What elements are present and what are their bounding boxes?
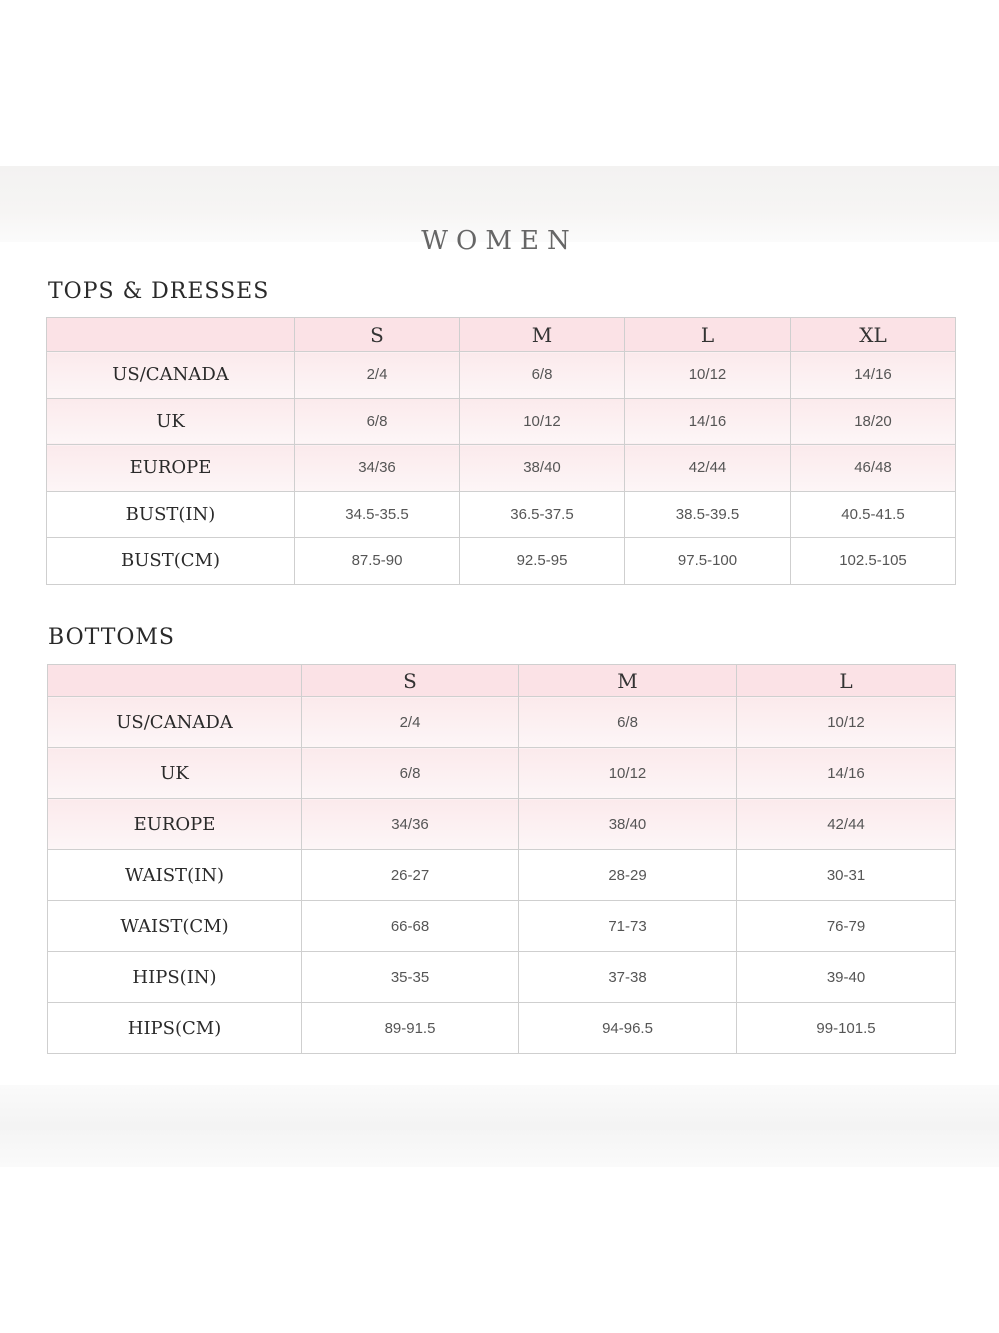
table-cell: 18/20: [791, 398, 956, 445]
table-cell: 6/8: [302, 748, 519, 799]
bottoms-size-table: [47, 664, 956, 1054]
table-row: [48, 850, 956, 901]
tops-section-title: TOPS & DRESSES: [48, 279, 270, 304]
table-row: [47, 445, 956, 492]
table-cell: 2/4: [295, 352, 460, 399]
table-cell: 66-68: [302, 901, 519, 952]
row-label: EUROPE: [48, 799, 302, 850]
table-cell: 10/12: [625, 352, 791, 399]
bottoms-header-row: [48, 665, 956, 697]
table-cell: 97.5-100: [625, 538, 791, 585]
row-label: US/CANADA: [47, 352, 295, 399]
row-label: UK: [47, 398, 295, 445]
table-cell: 36.5-37.5: [460, 491, 625, 538]
table-cell: 14/16: [791, 352, 956, 399]
table-cell: 10/12: [737, 697, 956, 748]
table-cell: 34/36: [295, 445, 460, 492]
table-row: [48, 748, 956, 799]
table-cell: 87.5-90: [295, 538, 460, 585]
table-cell: 99-101.5: [737, 1003, 956, 1054]
tops-header-row: [47, 318, 956, 352]
bottoms-section-title: BOTTOMS: [48, 625, 176, 650]
table-cell: 38/40: [460, 445, 625, 492]
bottoms-header-size-m: M: [519, 665, 737, 697]
table-cell: 30-31: [737, 850, 956, 901]
table-cell: 89-91.5: [302, 1003, 519, 1054]
page-heading: [0, 226, 999, 256]
table-cell: 2/4: [302, 697, 519, 748]
row-label: UK: [48, 748, 302, 799]
table-cell: 38.5-39.5: [625, 491, 791, 538]
tops-header-size-s: S: [295, 318, 460, 352]
table-cell: 34.5-35.5: [295, 491, 460, 538]
table-cell: 38/40: [519, 799, 737, 850]
table-row: [47, 352, 956, 399]
table-cell: 14/16: [737, 748, 956, 799]
row-label: HIPS(IN): [48, 952, 302, 1003]
table-cell: 40.5-41.5: [791, 491, 956, 538]
table-cell: 10/12: [460, 398, 625, 445]
table-cell: 34/36: [302, 799, 519, 850]
table-cell: 46/48: [791, 445, 956, 492]
table-row: [47, 538, 956, 585]
row-label: BUST(IN): [47, 491, 295, 538]
table-cell: 71-73: [519, 901, 737, 952]
table-cell: 10/12: [519, 748, 737, 799]
table-cell: 76-79: [737, 901, 956, 952]
table-cell: 6/8: [519, 697, 737, 748]
table-cell: 94-96.5: [519, 1003, 737, 1054]
table-cell: 92.5-95: [460, 538, 625, 585]
table-cell: 102.5-105: [791, 538, 956, 585]
page-heading-text: WOMEN: [421, 226, 578, 256]
table-cell: 6/8: [295, 398, 460, 445]
tops-header-corner: [47, 318, 295, 352]
tops-header-size-m: M: [460, 318, 625, 352]
row-label: EUROPE: [47, 445, 295, 492]
table-row: [48, 901, 956, 952]
tops-header-size-l: L: [625, 318, 791, 352]
bottoms-header-corner: [48, 665, 302, 697]
table-cell: 39-40: [737, 952, 956, 1003]
tops-size-table: [46, 317, 956, 585]
row-label: WAIST(IN): [48, 850, 302, 901]
table-row: [48, 952, 956, 1003]
row-label: US/CANADA: [48, 697, 302, 748]
row-label: WAIST(CM): [48, 901, 302, 952]
table-cell: 28-29: [519, 850, 737, 901]
table-cell: 14/16: [625, 398, 791, 445]
table-cell: 26-27: [302, 850, 519, 901]
table-row: [47, 398, 956, 445]
table-cell: 35-35: [302, 952, 519, 1003]
table-row: [47, 491, 956, 538]
table-cell: 42/44: [625, 445, 791, 492]
bottom-banner: [0, 1085, 999, 1167]
table-cell: 6/8: [460, 352, 625, 399]
table-row: [48, 799, 956, 850]
bottoms-header-size-l: L: [737, 665, 956, 697]
table-cell: 37-38: [519, 952, 737, 1003]
table-cell: 42/44: [737, 799, 956, 850]
bottoms-header-size-s: S: [302, 665, 519, 697]
tops-header-size-xl: XL: [791, 318, 956, 352]
row-label: BUST(CM): [47, 538, 295, 585]
table-row: [48, 1003, 956, 1054]
row-label: HIPS(CM): [48, 1003, 302, 1054]
table-row: [48, 697, 956, 748]
